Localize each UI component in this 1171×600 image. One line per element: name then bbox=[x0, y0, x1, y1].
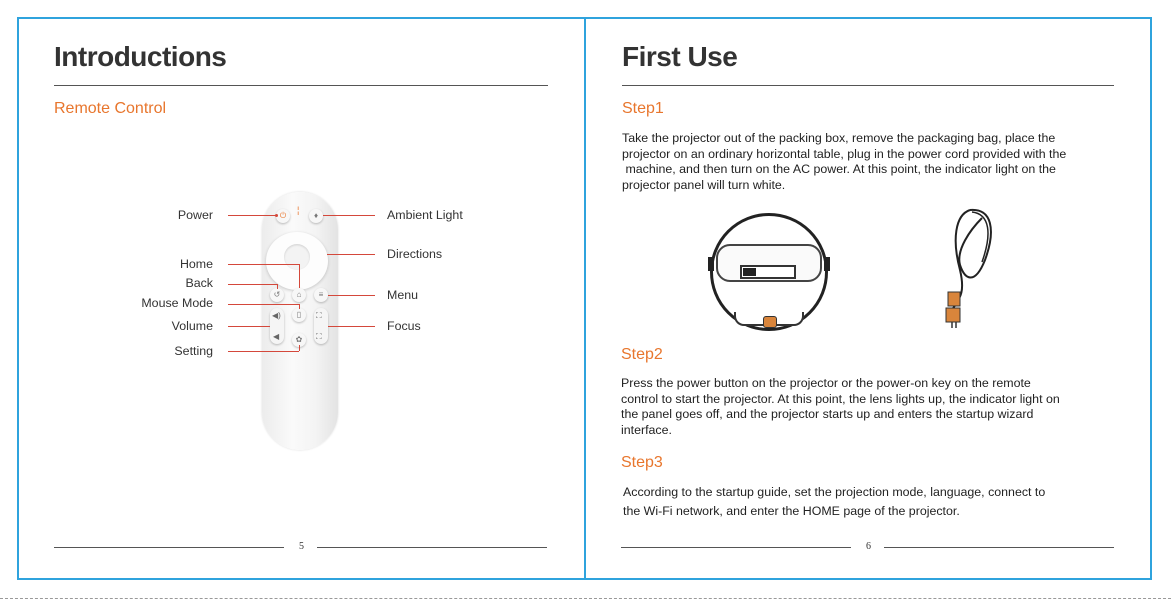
leader-ambient-light bbox=[323, 215, 375, 216]
projector-lens-slot bbox=[743, 268, 756, 276]
title-rule bbox=[54, 85, 548, 86]
label-setting: Setting bbox=[174, 344, 213, 358]
page-number-right: 6 bbox=[866, 541, 871, 552]
label-power: Power bbox=[177, 208, 213, 222]
leader-back-vertical bbox=[277, 284, 278, 289]
step2-text: Press the power button on the projector or the power-on key on the remote control to start the projector. At this point, the lens lights up, the indicator light on the panel goes off, and the projector starts up and enters the startup wizard interface. bbox=[621, 376, 1060, 437]
step1-text: Take the projector out of the packing box, remove the packaging bag, place the projector on an ordinary horizontal table, plug in the power cord provided with the machine, and then turn on the AC power. At this point, the indicator light on the projector panel will turn white. bbox=[622, 131, 1067, 192]
label-volume: Volume bbox=[171, 319, 213, 333]
footer-line-right bbox=[884, 547, 1114, 548]
leader-back bbox=[228, 284, 277, 285]
label-mouse-mode: Mouse Mode bbox=[141, 296, 213, 310]
power-icon: ⏻ bbox=[276, 209, 290, 223]
leader-mouse-mode bbox=[228, 304, 299, 305]
projector-hinge bbox=[708, 257, 714, 271]
page-title-introductions: Introductions bbox=[54, 41, 227, 72]
leader-setting-vertical bbox=[299, 345, 300, 351]
projector-hinge bbox=[824, 257, 830, 271]
leader-home bbox=[228, 264, 299, 265]
footer-line-left bbox=[621, 547, 851, 548]
page-title-first-use: First Use bbox=[622, 41, 738, 72]
gear-icon: ✿ bbox=[292, 333, 306, 347]
label-directions: Directions bbox=[387, 247, 443, 261]
microphone-icon: ¦ bbox=[297, 205, 300, 215]
leader-focus bbox=[328, 326, 375, 327]
label-back: Back bbox=[185, 276, 213, 290]
footer-line-left bbox=[54, 547, 284, 548]
page-number-left: 5 bbox=[299, 541, 304, 552]
power-cord-illustration bbox=[930, 200, 1010, 330]
step3-text: According to the startup guide, set the projection mode, language, connect to the Wi-Fi network, and enter the HOME page of the projector. bbox=[623, 485, 1046, 518]
label-focus: Focus bbox=[387, 319, 421, 333]
title-rule bbox=[622, 85, 1114, 86]
ok-button bbox=[284, 244, 310, 270]
cut-line bbox=[0, 598, 1171, 599]
leader-home-vertical bbox=[299, 264, 300, 288]
leader-power bbox=[228, 215, 276, 216]
footer-line-right bbox=[317, 547, 547, 548]
leader-menu bbox=[328, 295, 375, 296]
label-menu: Menu bbox=[387, 288, 418, 302]
volume-down-icon: ◀ bbox=[273, 332, 280, 341]
back-arrow-icon: ↺ bbox=[270, 288, 284, 302]
mouse-icon: ▯ bbox=[292, 308, 306, 322]
leader-dot bbox=[275, 214, 278, 217]
menu-lines-icon: ≡ bbox=[314, 288, 328, 302]
label-home: Home bbox=[179, 257, 213, 271]
step3-title: Step3 bbox=[621, 454, 663, 471]
leader-directions bbox=[327, 254, 375, 255]
step1-title: Step1 bbox=[622, 100, 664, 117]
light-bulb-icon: ♦ bbox=[309, 209, 323, 223]
home-icon: ⌂ bbox=[292, 288, 306, 302]
focus-frame-icon: ⛶ bbox=[316, 311, 322, 320]
leader-mouse-vertical bbox=[299, 304, 300, 309]
focus-frame-icon: ⛶ bbox=[316, 332, 322, 341]
projector-knob bbox=[763, 316, 777, 328]
section-title-remote-control: Remote Control bbox=[54, 100, 167, 117]
leader-volume bbox=[228, 326, 270, 327]
volume-up-icon: ◀) bbox=[272, 311, 281, 320]
label-ambient-light: Ambient Light bbox=[387, 208, 463, 222]
page-divider bbox=[584, 17, 586, 580]
step2-title: Step2 bbox=[621, 346, 663, 363]
leader-setting bbox=[228, 351, 299, 352]
